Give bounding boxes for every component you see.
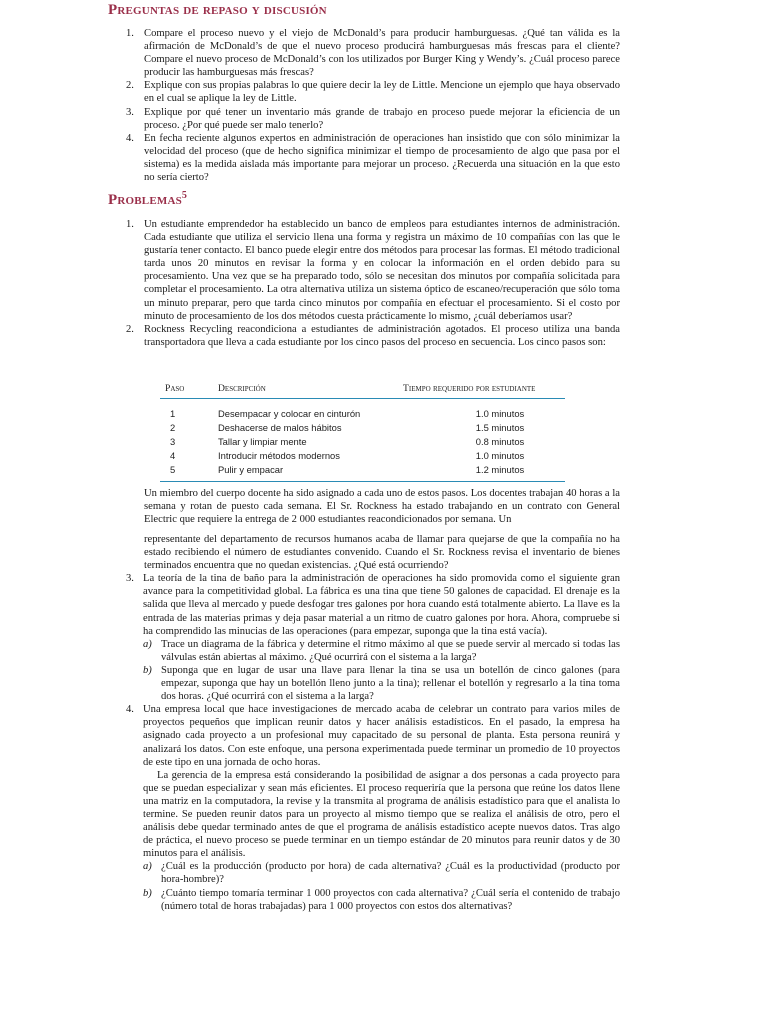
table-header-cell: Paso xyxy=(165,383,185,394)
table-header-cell: Descripción xyxy=(218,383,266,394)
table-row: 1 Desempacar y colocar en cinturón 1.0 minutos xyxy=(170,408,525,419)
problem-item-3: 3. La teoría de la tina de baño para la administración de operaciones ha sido promovida como el siguiente gran avance para la competitividad global. La fábrica es una tina que tiene 50 galones de capacidad. El drenaje es la salida que lleva al mercado y puede desfogar tres galones por hora cuando está totalmente abierto. La llave es la entrada de las materias primas y deja pasar material a un ritmo de cuatro galones por hora. Ahora, compruebe si ha comprendido las minucias de las operaciones (para empezar, suponga que la tina está vacía). xyxy=(126,573,620,637)
table-row: 5 Pulir y empacar 1.2 minutos xyxy=(170,464,525,475)
problem-3-subitems xyxy=(108,638,620,703)
table-row: 2 Deshacerse de malos hábitos 1.5 minutos xyxy=(170,422,525,433)
subitem: b) ¿Cuánto tiempo tomaría terminar 1 000 proyectos con cada alternativa? ¿Cuál sería el contenido de trabajo (número total de horas trabajadas) para 1 000 proyectos con estos dos alternativas? xyxy=(143,887,620,912)
problem-2-continuation-b: representante del departamento de recursos humanos acaba de llamar para quejarse de que la compañía no ha estado recibiendo el número de estudiantes convenido. Cuando el Sr. Rockness revisa el inventario de bienes terminados encuentra que no quedan existencias. ¿Qué está ocurriendo? xyxy=(144,534,620,572)
review-question: 2. Explique con sus propias palabras lo que quiere decir la ley de Little. Mencione un ejemplo que haya observado en el cual se aplique la ley de Little. xyxy=(126,80,620,105)
table-header xyxy=(160,378,565,399)
review-questions-list xyxy=(108,27,620,184)
subitem: b) Suponga que en lugar de usar una llave para llenar la tina se usa un botellón de cinco galones (para empezar, suponga que hay un botellón lleno junto a la tina); rellenar el botellón y regresarlo a la tina toma dos horas. ¿Qué ocurrirá con el sistema a la larga? xyxy=(143,664,620,703)
review-question: 3. Explique por qué tener un inventario más grande de trabajo en proceso puede mejorar la eficiencia de un proceso. ¿Por qué puede ser malo tenerlo? xyxy=(126,106,620,131)
process-steps-table xyxy=(160,378,565,482)
problem-4-body xyxy=(108,769,620,913)
table-row: 4 Introducir métodos modernos 1.0 minutos xyxy=(170,450,525,461)
footnote-marker: 5 xyxy=(181,190,188,201)
subitem: a) Trace un diagrama de la fábrica y determine el ritmo máximo al que se puede servir al mercado si todas las válvulas están abiertas al máximo. ¿Qué ocurrirá con el sistema a la larga? xyxy=(143,638,620,663)
problem-2-continuation-a: Un miembro del cuerpo docente ha sido asignado a cada uno de estos pasos. Los docentes trabajan 40 horas a la semana y rotan de puesto cada semana. El Sr. Rockness ha estado trabajando en un contrato con General Electric que requiere la entrega de 2 000 estudiantes reacondicionados por semana. Un xyxy=(144,488,620,526)
table-body xyxy=(160,399,565,482)
problem-item-1: 1. Un estudiante emprendedor ha establecido un banco de empleos para estudiantes internos de administración. Cada estudiante que utiliza el servicio llena una forma y registra un máximo de 10 compañías con las que le gustaría tener contacto. El banco puede elegir entre dos métodos para procesar las formas. El método tradicional tarda unos 20 minutos en revisar la forma y en colocar la información en el orden debido para su procesamiento. Una vez que se ha preparado todo, sólo se necesitan dos minutos por compañía solicitada para completar el procesamiento. La otra alternativa utiliza un sistema óptico de escaneo/recuperación que sólo toma un minuto preparar, pero que tarda cinco minutos por compañía en efectuar el procesamiento. Si el costo por minuto de procesamiento de los dos métodos cuesta prácticamente lo mismo, ¿cuál deberíamos usar? xyxy=(126,219,620,322)
review-question: 1. Compare el proceso nuevo y el viejo de McDonald’s para producir hamburguesas. ¿Qué tan válida es la afirmación de McDonald’s de que el nuevo proceso producirá hamburguesas más frescas para el cliente? Compare el nuevo proceso de McDonald’s con los utilizados por Burger King y Wendy’s. ¿Cuál proceso parece producir las hamburguesas más frescas? xyxy=(126,28,620,79)
table-header-cell: Tiempo requerido por estudiante xyxy=(403,383,536,394)
problem-item-2: 2. Rockness Recycling reacondiciona a estudiantes de administración agotados. El proceso utiliza una banda transportadora que lleva a cada estudiante por los cinco pasos del proceso en secuencia. Los cinco pasos son: xyxy=(126,323,620,348)
section-heading-problems: Problemas$^5$ xyxy=(108,190,188,208)
review-question: 4. En fecha reciente algunos expertos en administración de operaciones han insistido que con sólo minimizar la velocidad del proceso (que de hecho significa minimizar el tiempo de procesamiento de algo que pasa por el sistema) es la medida aislada más importante para mejorar un proceso. ¿Recuerda una situación en la que esto no sería cierto? xyxy=(126,132,620,184)
subitem: a) ¿Cuál es la producción (producto por hora) de cada alternativa? ¿Cuál es la productividad (producto por hora-hombre)? xyxy=(143,861,620,886)
problem-4-paragraph-2: La gerencia de la empresa está considerando la posibilidad de asignar a dos personas a cada proyecto para que se puedan especializar y sean más eficientes. El proceso requeriría que la persona que reúne los datos llene una matriz en la computadora, la revise y la transmita al programa de análisis estadístico para que el analista lo termine. Se pueden reunir datos para un proyecto al mismo tiempo que se realiza el análisis de otro, pero el análisis debe quedar terminado antes de que el programa de análisis estadístico acepte nuevos datos. Tras algo de práctica, el nuevo proceso se puede terminar en un tiempo estándar de 20 minutos para reunir datos y de 30 minutos para el análisis. xyxy=(143,769,620,860)
problem-item-4: 4. Una empresa local que hace investigaciones de mercado acaba de celebrar un contrato para varios miles de proyectos pequeños que implican reunir datos y hacer análisis estadísticos. En el pasado, la empresa ha asignado cada proyecto a un profesional muy capacitado de su personal de planta. Esta persona reunirá y analizará los datos. Con este enfoque, una persona experimentada puede terminar un promedio de 10 proyectos de este tipo en una jornada de ocho horas. xyxy=(126,704,620,768)
problems-list-top xyxy=(108,218,620,349)
problems-list-bottom xyxy=(108,533,620,913)
section-heading-review: Preguntas de repaso y discusión xyxy=(108,2,327,18)
table-row: 3 Tallar y limpiar mente 0.8 minutos xyxy=(170,436,525,447)
